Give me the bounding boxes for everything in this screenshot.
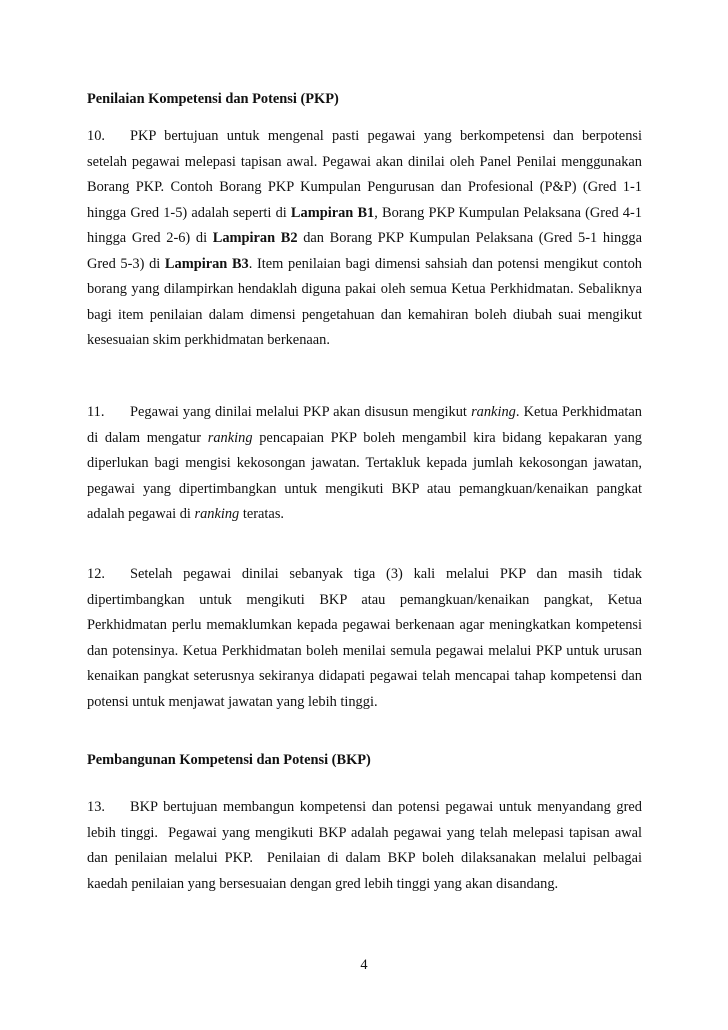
paragraph-text: . Item penilaian bagi dimensi sahsiah dan potensi mengikut contoh borang yang dilampirkan hendaklah diguna pakai oleh semua Ketua Perkhidmatan. Sebaliknya bagi item penilaian dalam dimensi pengetahuan dan kemahiran boleh diubah suai mengikut kesesuaian skim perkhidmatan berkenaan. bbox=[87, 255, 646, 348]
reference-lampiran-b3: Lampiran B3 bbox=[164, 255, 249, 272]
paragraph-text: pencapaian PKP boleh mengambil kira bidang kepakaran yang diperlukan bagi mengisi kekosongan jawatan. Tertakluk kepada jumlah kekosongan jawatan, pegawai yang dipertimbangkan untuk mengikuti BKP atau pemangkuan/kenaikan pangkat adalah pegawai di bbox=[87, 429, 646, 522]
paragraph-number: 11. bbox=[87, 404, 105, 420]
paragraph-10 bbox=[87, 124, 646, 354]
reference-lampiran-b2: Lampiran B2 bbox=[212, 230, 298, 246]
paragraph-text: teratas. bbox=[239, 506, 285, 522]
paragraph-text: Setelah pegawai dinilai sebanyak tiga (3) kali melalui PKP dan masih tidak dipertimbangkan untuk mengikuti BKP atau pemangkuan/kenaikan pangkat, Ketua Perkhidmatan perlu memaklumkan kepada pegawai berkenaan agar meningkatkan kompetensi dan potensinya. Ketua Perkhidmatan boleh menilai semula pegawai melalui PKP untuk urusan kenaikan pangkat seterusnya sekiranya didapati pegawai telah mencapai tahap kompetensi dan potensi untuk menjawat jawatan yang lebih tinggi. bbox=[87, 566, 646, 710]
paragraph-text: BKP bertujuan membangun kompetensi dan potensi pegawai untuk menyandang gred lebih tinggi. Pegawai yang mengikuti BKP adalah pegawai yang telah melepasi tapisan awal dan penilaian melalui PKP. Penilaian di dalam BKP boleh dilaksanakan melalui pelbagai kaedah penilaian yang bersesuaian dengan gred lebih tinggi yang akan disandang. bbox=[87, 799, 646, 892]
section-heading-bkp: Pembangunan Kompetensi dan Potensi (BKP) bbox=[87, 752, 371, 768]
paragraph-13 bbox=[87, 795, 646, 897]
page-number: 4 bbox=[360, 957, 368, 973]
paragraph-text: Pegawai yang dinilai melalui PKP akan disusun mengikut bbox=[130, 404, 472, 420]
reference-lampiran-b1: Lampiran B1 bbox=[290, 204, 375, 221]
paragraph-text: dan Borang PKP Kumpulan Pelaksana (Gred 5-1 hingga Gred 5-3) di bbox=[87, 230, 646, 272]
paragraph-number: 12. bbox=[87, 566, 105, 582]
paragraph-number: 13. bbox=[87, 799, 105, 815]
paragraph-text: , Borang PKP Kumpulan Pelaksana (Gred 4-1 hingga Gred 2-6) di bbox=[87, 204, 646, 246]
paragraph-number: 10. bbox=[87, 128, 105, 144]
paragraph-text: PKP bertujuan untuk mengenal pasti pegawai yang berkompetensi dan berpotensi setelah pegawai melepasi tapisan awal. Pegawai akan dinilai oleh Panel Penilai menggunakan Borang PKP. Contoh Borang PKP Kumpulan Pengurusan dan Profesional (P&P) (Gred 1-1 hingga Gred 1-5) adalah seperti di bbox=[87, 128, 646, 221]
paragraph-12 bbox=[87, 562, 646, 715]
paragraph-text: . Ketua Perkhidmatan di dalam mengatur bbox=[87, 404, 646, 446]
section-heading-pkp: Penilaian Kompetensi dan Potensi (PKP) bbox=[87, 91, 339, 107]
term-ranking: ranking bbox=[207, 429, 253, 446]
term-ranking: ranking bbox=[471, 404, 516, 420]
paragraph-11 bbox=[87, 400, 646, 528]
term-ranking: ranking bbox=[194, 506, 240, 522]
